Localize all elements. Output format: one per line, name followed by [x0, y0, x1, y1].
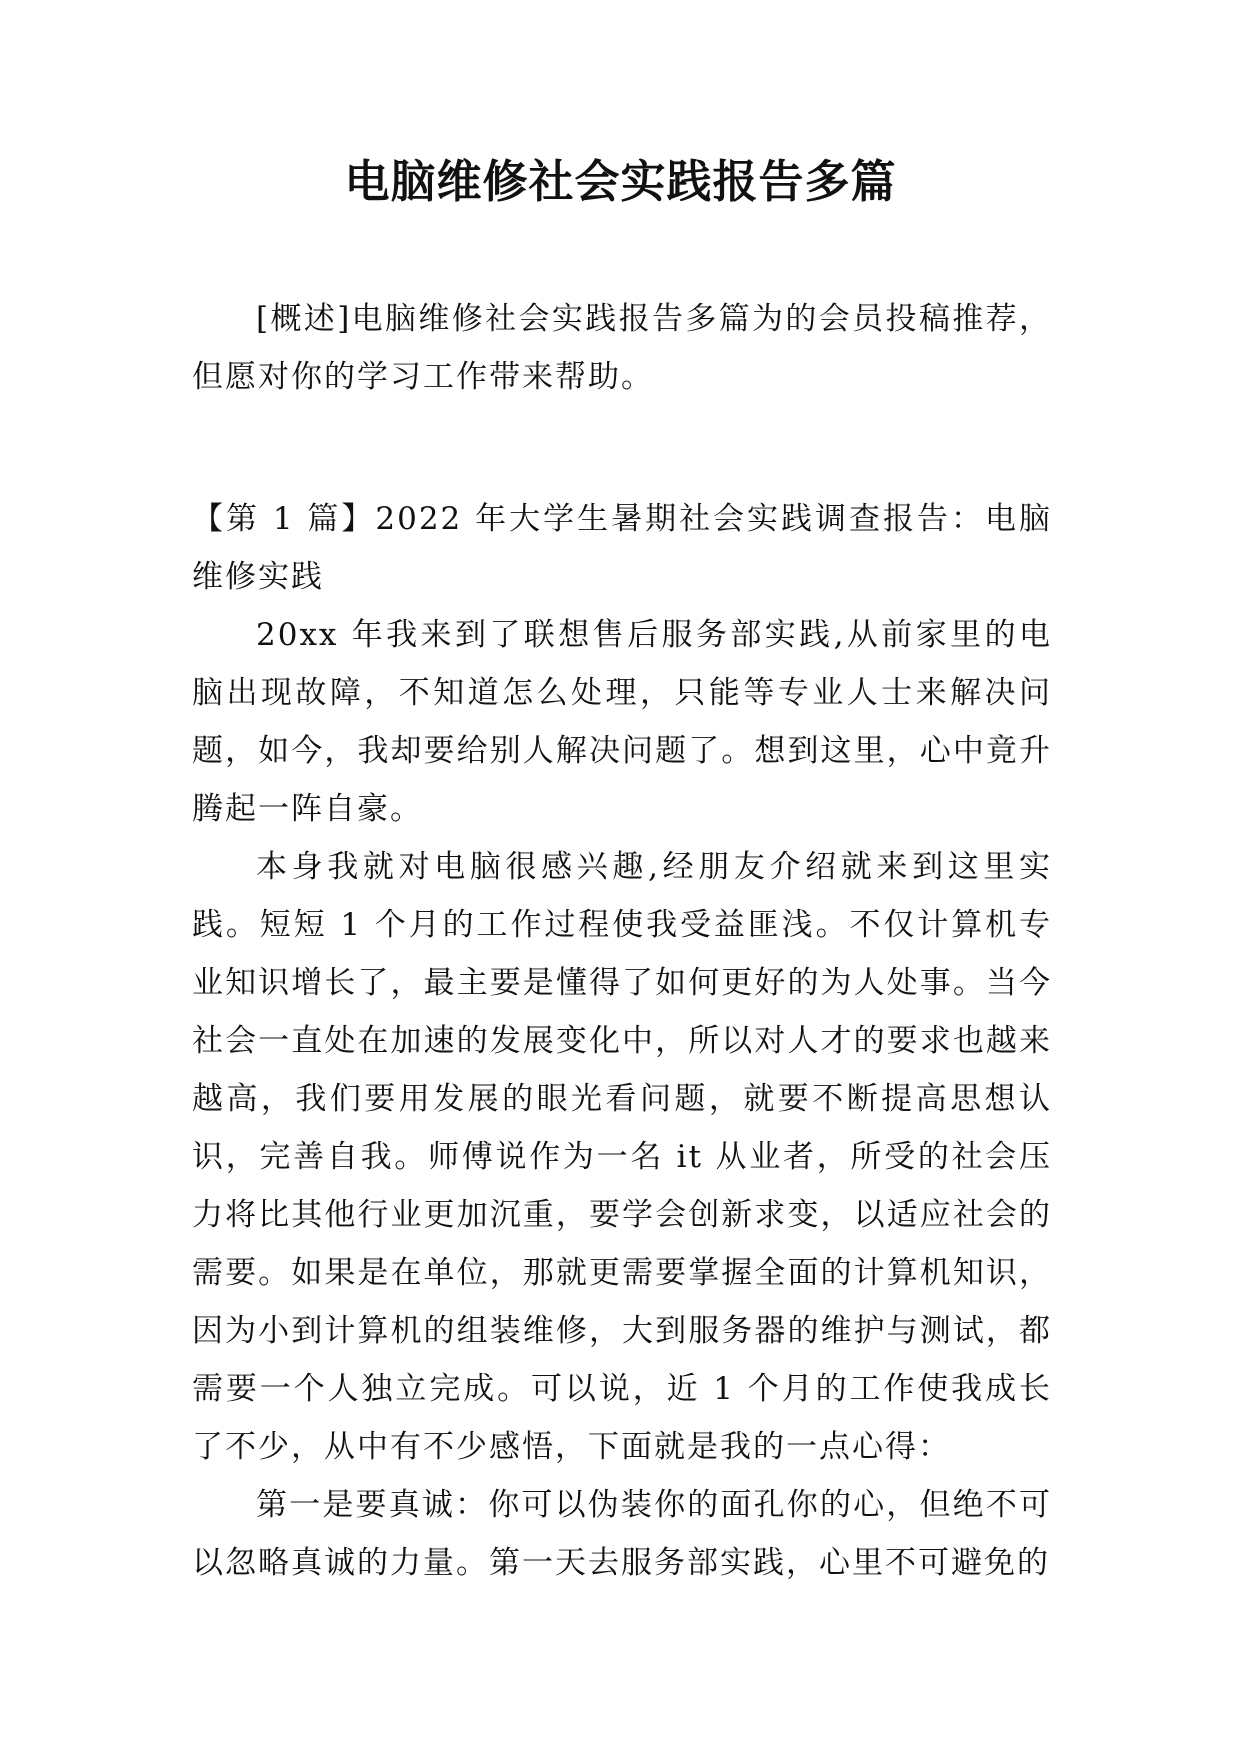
document-body: [192, 290, 1052, 1592]
body-paragraph-3: 第一是要真诚：你可以伪装你的面孔你的心，但绝不可以忽略真诚的力量。第一天去服务部实践，心里不可避免的: [192, 1487, 1052, 1581]
body-paragraph-1: 20xx 年我来到了联想售后服务部实践,从前家里的电脑出现故障，不知道怎么处理，只能等专业人士来解决问题，如今，我却要给别人解决问题了。想到这里，心中竟升腾起一阵自豪。: [192, 617, 1052, 827]
document-title: 电脑维修社会实践报告多篇: [344, 155, 897, 208]
summary-paragraph: [概述]电脑维修社会实践报告多篇为的会员投稿推荐，但愿对你的学习工作带来帮助。: [192, 301, 1052, 395]
body-paragraph-2: 本身我就对电脑很感兴趣,经朋友介绍就来到这里实践。短短 1 个月的工作过程使我受益匪浅。不仅计算机专业知识增长了，最主要是懂得了如何更好的为人处事。当今社会一直处在加速的发展变化中，所以对人才的要求也越来越高，我们要用发展的眼光看问题，就要不断提高思想认识，完善自我。师傅说作为一名 it 从业者，所受的社会压力将比其他行业更加沉重，要学会创新求变，以适应社会的需要。如果是在单位，那就更需要掌握全面的计算机知识，因为小到计算机的组装维修，大到服务器的维护与测试，都需要一个人独立完成。可以说，近 1 个月的工作使我成长了不少，从中有不少感悟，下面就是我的一点心得：: [192, 849, 1052, 1465]
section-heading: 【第 1 篇】2022 年大学生暑期社会实践调查报告：电脑维修实践: [192, 501, 1052, 595]
